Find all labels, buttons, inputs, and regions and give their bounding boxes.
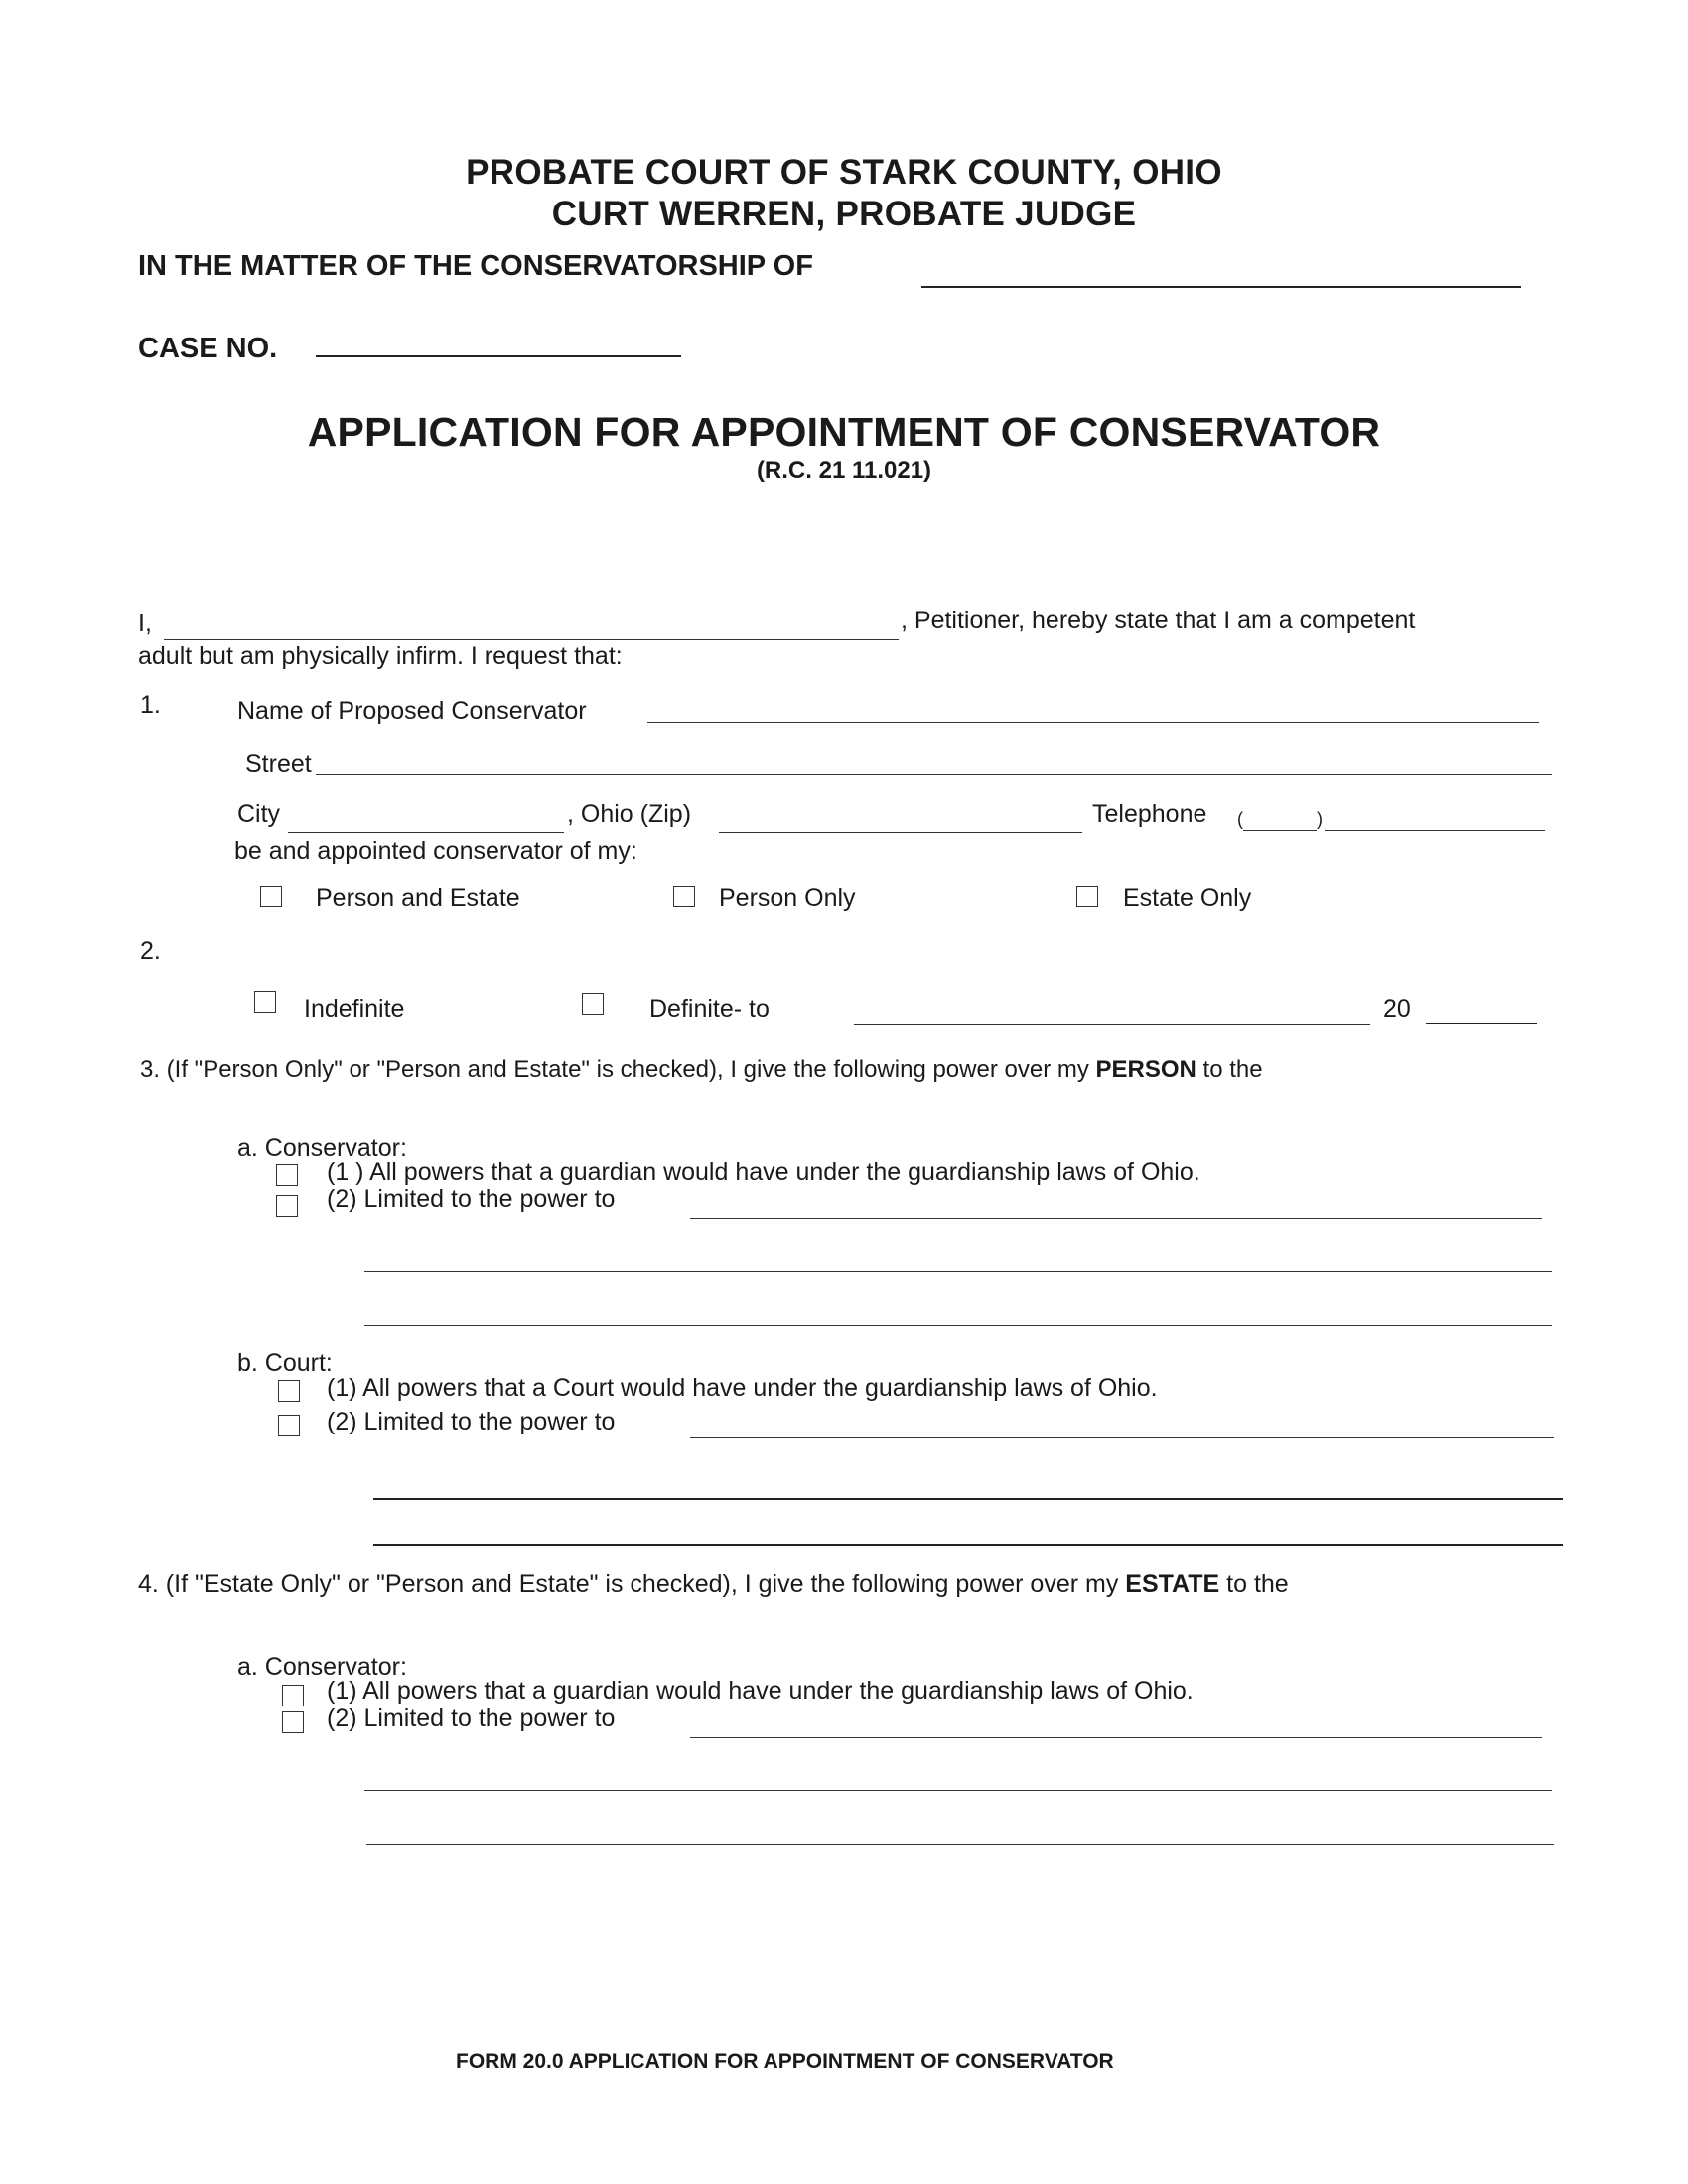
case-number-label: CASE NO. (138, 333, 278, 364)
section3b-all-powers-checkbox[interactable] (278, 1380, 300, 1402)
ohio-zip-label: , Ohio (Zip) (567, 800, 692, 828)
person-only-label: Person Only (719, 885, 856, 912)
estate-only-label: Estate Only (1123, 885, 1252, 912)
section4-intro-text: 4. (If "Estate Only" or "Person and Estate" is checked), I give the following power over my (138, 1570, 1126, 1598)
intro-line2: adult but am physically infirm. I request that: (138, 642, 623, 670)
section3a-label: a. Conservator: (237, 1134, 407, 1161)
section4a-limited-field-1[interactable] (690, 1737, 1542, 1738)
section3a-all-powers-label: (1 ) All powers that a guardian would have under the guardianship laws of Ohio. (327, 1159, 1200, 1186)
proposed-conservator-field[interactable] (647, 722, 1539, 723)
section4-intro (138, 1570, 1289, 1599)
area-code-field[interactable] (1243, 830, 1317, 831)
section3b-limited-field-1[interactable] (690, 1437, 1554, 1438)
section3a-limited-field-1[interactable] (690, 1218, 1542, 1219)
area-code-close-paren: ) (1317, 809, 1323, 829)
person-and-estate-label: Person and Estate (316, 885, 520, 912)
section4a-limited-field-3[interactable] (366, 1844, 1554, 1845)
section3a-limited-field-3[interactable] (364, 1325, 1552, 1326)
section1-number: 1. (140, 691, 161, 719)
judge-name: CURT WERREN, PROBATE JUDGE (551, 195, 1137, 233)
section3b-all-powers-label: (1) All powers that a Court would have under the guardianship laws of Ohio. (327, 1374, 1158, 1402)
indefinite-label: Indefinite (304, 995, 405, 1023)
section3b-label: b. Court: (237, 1349, 333, 1377)
year-prefix: 20 (1383, 995, 1411, 1023)
person-and-estate-checkbox[interactable] (260, 886, 282, 907)
section3b-limited-field-2[interactable] (373, 1498, 1563, 1500)
indefinite-checkbox[interactable] (254, 991, 276, 1013)
section4a-label: a. Conservator: (237, 1653, 407, 1681)
area-code-open-paren: ( (1237, 809, 1243, 829)
form-title: APPLICATION FOR APPOINTMENT OF CONSERVATOR (307, 409, 1381, 455)
section4a-all-powers-checkbox[interactable] (282, 1685, 304, 1706)
section4a-limited-checkbox[interactable] (282, 1711, 304, 1733)
section4a-limited-label: (2) Limited to the power to (327, 1705, 616, 1732)
section3a-limited-label: (2) Limited to the power to (327, 1185, 616, 1213)
section3-person-bold: PERSON (1095, 1056, 1196, 1083)
case-number-field[interactable] (316, 355, 681, 357)
zip-field[interactable] (719, 832, 1082, 833)
form-footer: FORM 20.0 APPLICATION FOR APPOINTMENT OF CONSERVATOR (456, 2050, 1114, 2073)
section3-intro-end: to the (1196, 1056, 1263, 1083)
definite-date-field[interactable] (854, 1024, 1370, 1025)
section3b-limited-checkbox[interactable] (278, 1415, 300, 1436)
section2-number: 2. (140, 937, 161, 965)
section3-intro-text: 3. (If "Person Only" or "Person and Estate" is checked), I give the following power over my (140, 1056, 1096, 1083)
section4a-all-powers-label: (1) All powers that a guardian would have under the guardianship laws of Ohio. (327, 1677, 1194, 1705)
appointed-text: be and appointed conservator of my: (234, 837, 637, 865)
street-field[interactable] (316, 774, 1552, 775)
street-label: Street (245, 751, 312, 778)
conservatorship-of-field[interactable] (921, 286, 1521, 288)
section3-intro (140, 1056, 1263, 1084)
section3a-all-powers-checkbox[interactable] (276, 1164, 298, 1186)
telephone-field[interactable] (1325, 830, 1545, 831)
court-name: PROBATE COURT OF STARK COUNTY, OHIO (466, 153, 1222, 192)
petitioner-name-field[interactable] (164, 639, 899, 640)
statute-reference: (R.C. 21 11.021) (756, 457, 932, 483)
section3b-limited-field-3[interactable] (373, 1544, 1563, 1546)
city-label: City (237, 800, 281, 828)
section4a-limited-field-2[interactable] (364, 1790, 1552, 1791)
telephone-label: Telephone (1092, 800, 1207, 828)
section3a-limited-checkbox[interactable] (276, 1195, 298, 1217)
definite-label: Definite- to (649, 995, 770, 1023)
city-field[interactable] (288, 832, 564, 833)
estate-only-checkbox[interactable] (1076, 886, 1098, 907)
section3b-limited-label: (2) Limited to the power to (327, 1408, 616, 1435)
person-only-checkbox[interactable] (673, 886, 695, 907)
matter-label: IN THE MATTER OF THE CONSERVATORSHIP OF (138, 250, 813, 282)
petitioner-statement: , Petitioner, hereby state that I am a competent (901, 607, 1416, 634)
proposed-conservator-label: Name of Proposed Conservator (237, 697, 587, 725)
year-field[interactable] (1426, 1023, 1537, 1024)
intro-i: I, (138, 610, 152, 637)
definite-checkbox[interactable] (582, 993, 604, 1015)
section4-intro-end: to the (1219, 1570, 1289, 1598)
section4-estate-bold: ESTATE (1125, 1570, 1220, 1598)
section3a-limited-field-2[interactable] (364, 1271, 1552, 1272)
